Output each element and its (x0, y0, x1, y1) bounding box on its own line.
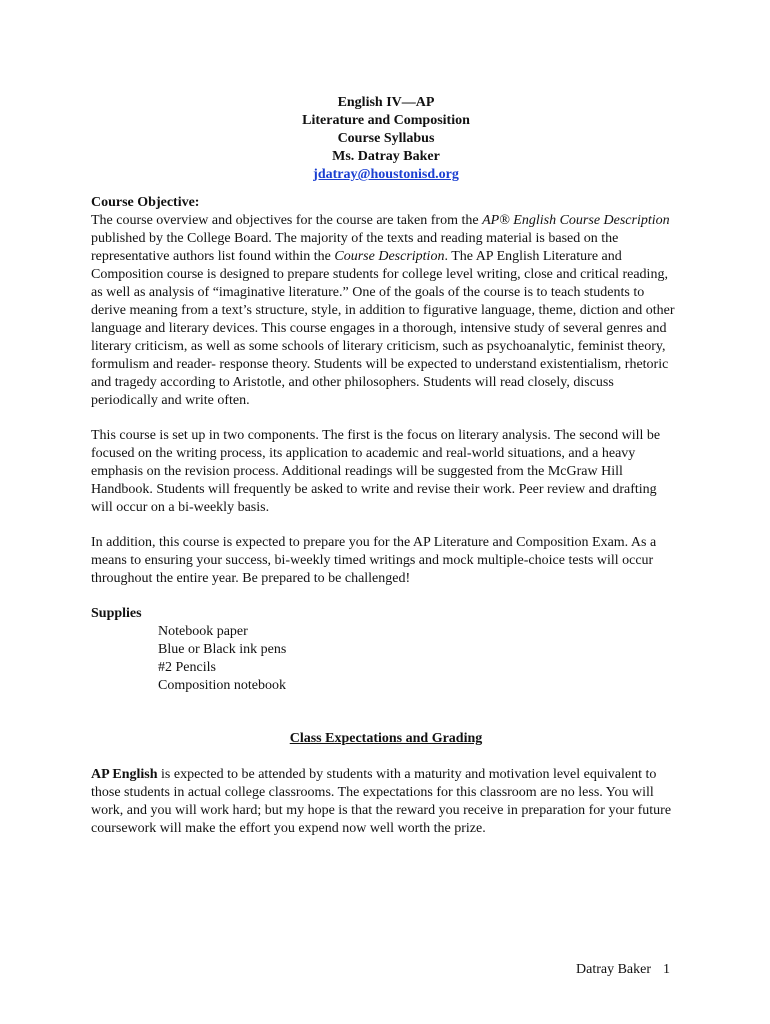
objective-text-d: Course Description (334, 249, 445, 264)
objective-text-c: published by the College Board. The majority of the texts and reading material is based on the representative authors list found within the (91, 231, 619, 264)
document-type: Course Syllabus (337, 131, 435, 146)
expectations-heading: Class Expectations and Grading (289, 731, 483, 746)
list-item: Composition notebook (158, 678, 286, 693)
expectations-paragraph (91, 766, 681, 838)
list-item: #2 Pencils (158, 660, 216, 675)
objective-paragraph-1 (91, 212, 681, 410)
course-subtitle: Literature and Composition (302, 113, 470, 128)
objective-paragraph-2: This course is set up in two components. The first is the focus on literary analysis. The second will be focused on the writing process, its application to academic and real-world situations, and a heavy emphasis on the revision process. Additional readings will be suggested from the McGraw Hill Handbook. Students will frequently be asked to write and revise their work. Peer review and drafting will occur on a bi-weekly basis. (91, 428, 661, 515)
footer-author: Datray Baker (576, 962, 652, 977)
supplies-list (91, 623, 681, 695)
expectations-text: is expected to be attended by students with a maturity and motivation level equivalent to those students in actual college classrooms. The expectations for this classroom are no less. You will work, and you will work hard; but my hope is that the reward you receive in preparation for your future coursework will make the effort you expend now well worth the prize. (91, 767, 672, 836)
objective-text-a: The course overview and objectives for the course are taken from the (91, 213, 483, 228)
supplies-heading: Supplies (91, 606, 142, 621)
teacher-name: Ms. Datray Baker (332, 149, 440, 164)
objective-heading: Course Objective: (91, 195, 200, 210)
teacher-email-link[interactable]: jdatray@houstonisd.org (313, 167, 459, 182)
expectations-lead: AP English (91, 767, 158, 782)
objective-paragraph-3: In addition, this course is expected to prepare you for the AP Literature and Composition Exam. As a means to ensuring your success, bi-weekly timed writings and mock multiple-choice tests will occur throughout the entire year. Be prepared to be challenged! (91, 535, 657, 586)
syllabus-content (91, 94, 681, 838)
course-title: English IV—AP (337, 95, 435, 110)
objective-text-e: . The AP English Literature and Composition course is designed to prepare students for college level writing, close and critical reading, as well as analysis of “imaginative literature.” One of the goals of the course is to teach students to derive meaning from a text’s structure, style, in addition to figurative language, theme, diction and other language and literary devices. This course engages in a thorough, intensive study of several genres and literary criticism, as well as some schools of literary criticism, such as psychoanalytic, feminist theory, formulism and reader- response theory. Students will be expected to understand existentialism, rhetoric and tragedy according to Aristotle, and other philosophers. Students will read closely, discuss periodically and write often. (91, 249, 675, 408)
list-item: Blue or Black ink pens (158, 642, 287, 657)
document-header (91, 94, 681, 184)
objective-text-b: AP® English Course Description (482, 213, 670, 228)
list-item: Notebook paper (158, 624, 248, 639)
page-number: 1 (663, 962, 671, 977)
page-footer (576, 961, 686, 979)
